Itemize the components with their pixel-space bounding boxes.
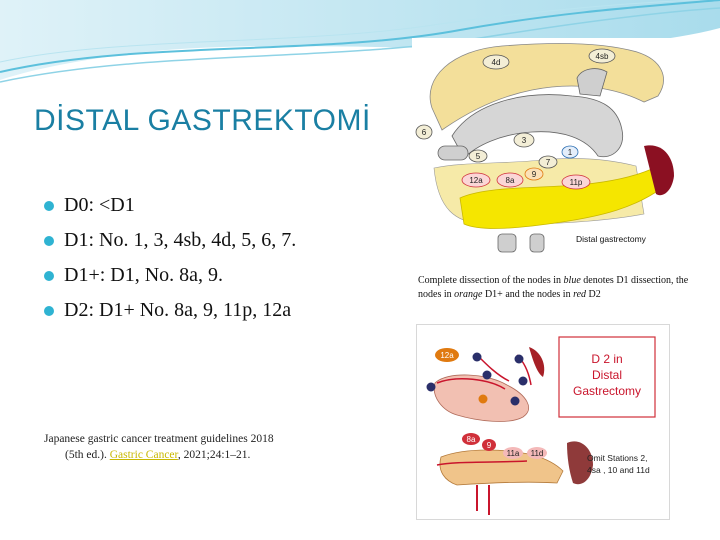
slide-title: DİSTAL GASTREKTOMİ xyxy=(34,104,371,137)
bullet-item xyxy=(44,227,296,262)
figure-caption xyxy=(418,274,708,302)
omit-stations-line-1: Omit Stations 2, xyxy=(587,453,648,463)
node-3 xyxy=(514,133,534,147)
bullet-list xyxy=(44,192,296,332)
caption-orange-word: orange xyxy=(454,289,483,300)
bullet-text: D0: <D1 xyxy=(64,194,135,216)
node-4d xyxy=(483,55,509,69)
node-1 xyxy=(562,146,578,158)
node-11d xyxy=(527,447,547,459)
node-label: 9 xyxy=(486,441,492,450)
caption-text: Complete dissection of the nodes in xyxy=(418,275,564,286)
node-label: 11a xyxy=(506,449,520,458)
bullet-item xyxy=(44,262,296,297)
node-4sb xyxy=(589,49,615,63)
node-label: 12a xyxy=(440,351,454,360)
node-label: 9 xyxy=(531,170,537,179)
bullet-text: D2: D1+ No. 8a, 9, 11p, 12a xyxy=(64,299,292,321)
bullet-item xyxy=(44,192,296,227)
node-5 xyxy=(469,150,487,162)
bullet-text: D1: No. 1, 3, 4sb, 4d, 5, 6, 7. xyxy=(64,229,297,251)
d2-box-line-3: Gastrectomy xyxy=(572,384,642,398)
reference-line-2 xyxy=(44,447,274,463)
node-label: 5 xyxy=(475,152,481,161)
node-9 xyxy=(525,168,543,180)
diagram-label: Distal gastrectomy xyxy=(576,234,646,244)
node-7 xyxy=(539,156,557,168)
caption-blue-word: blue xyxy=(563,275,581,286)
node-label: 8a xyxy=(505,176,515,185)
node-8a xyxy=(497,173,523,187)
node-label: 8a xyxy=(466,435,476,444)
node-label: 4d xyxy=(491,58,501,67)
bullet-item xyxy=(44,297,296,332)
bullet-dot-icon xyxy=(44,236,54,246)
node-8a xyxy=(462,433,480,445)
bullet-dot-icon xyxy=(44,201,54,211)
node-label: 11p xyxy=(569,178,583,187)
node-label: 12a xyxy=(469,176,483,185)
caption-text: denotes D1 dissection, the nodes in xyxy=(418,275,689,300)
omit-stations-line-2: 4sa , 10 and 11d xyxy=(587,465,650,475)
node-label: 4sb xyxy=(595,52,609,61)
bullet-dot-icon xyxy=(44,306,54,316)
node-11a xyxy=(503,447,523,459)
node-6 xyxy=(416,125,432,139)
d2-box-line-2: Distal xyxy=(591,368,623,382)
d2-box-line-1: D 2 in xyxy=(591,352,623,366)
node-label: 1 xyxy=(567,148,573,157)
node-11p xyxy=(562,175,590,189)
d2-gastrectomy-figure xyxy=(416,324,670,520)
node-label: 6 xyxy=(421,128,427,137)
bullet-dot-icon xyxy=(44,271,54,281)
node-label: 7 xyxy=(545,158,551,167)
node-label: 3 xyxy=(521,136,527,145)
node-12a xyxy=(435,348,459,362)
node-label: 11d xyxy=(530,449,544,458)
bullet-text: D1+: D1, No. 8a, 9. xyxy=(64,264,224,286)
caption-text: D1+ and the nodes in xyxy=(482,289,574,300)
reference-edition: (5th ed.). xyxy=(65,449,110,461)
caption-red-word: red xyxy=(573,289,587,300)
node-9 xyxy=(482,439,496,451)
reference-volume: , 2021;24:1–21. xyxy=(177,449,251,461)
reference-journal-link[interactable]: Gastric Cancer xyxy=(109,449,178,461)
reference-line-1: Japanese gastric cancer treatment guidelines 2018 xyxy=(44,433,274,445)
node-12a xyxy=(462,173,490,187)
reference-citation xyxy=(44,431,274,463)
caption-text: D2 xyxy=(586,289,601,300)
lymph-node-diagram xyxy=(412,38,676,260)
